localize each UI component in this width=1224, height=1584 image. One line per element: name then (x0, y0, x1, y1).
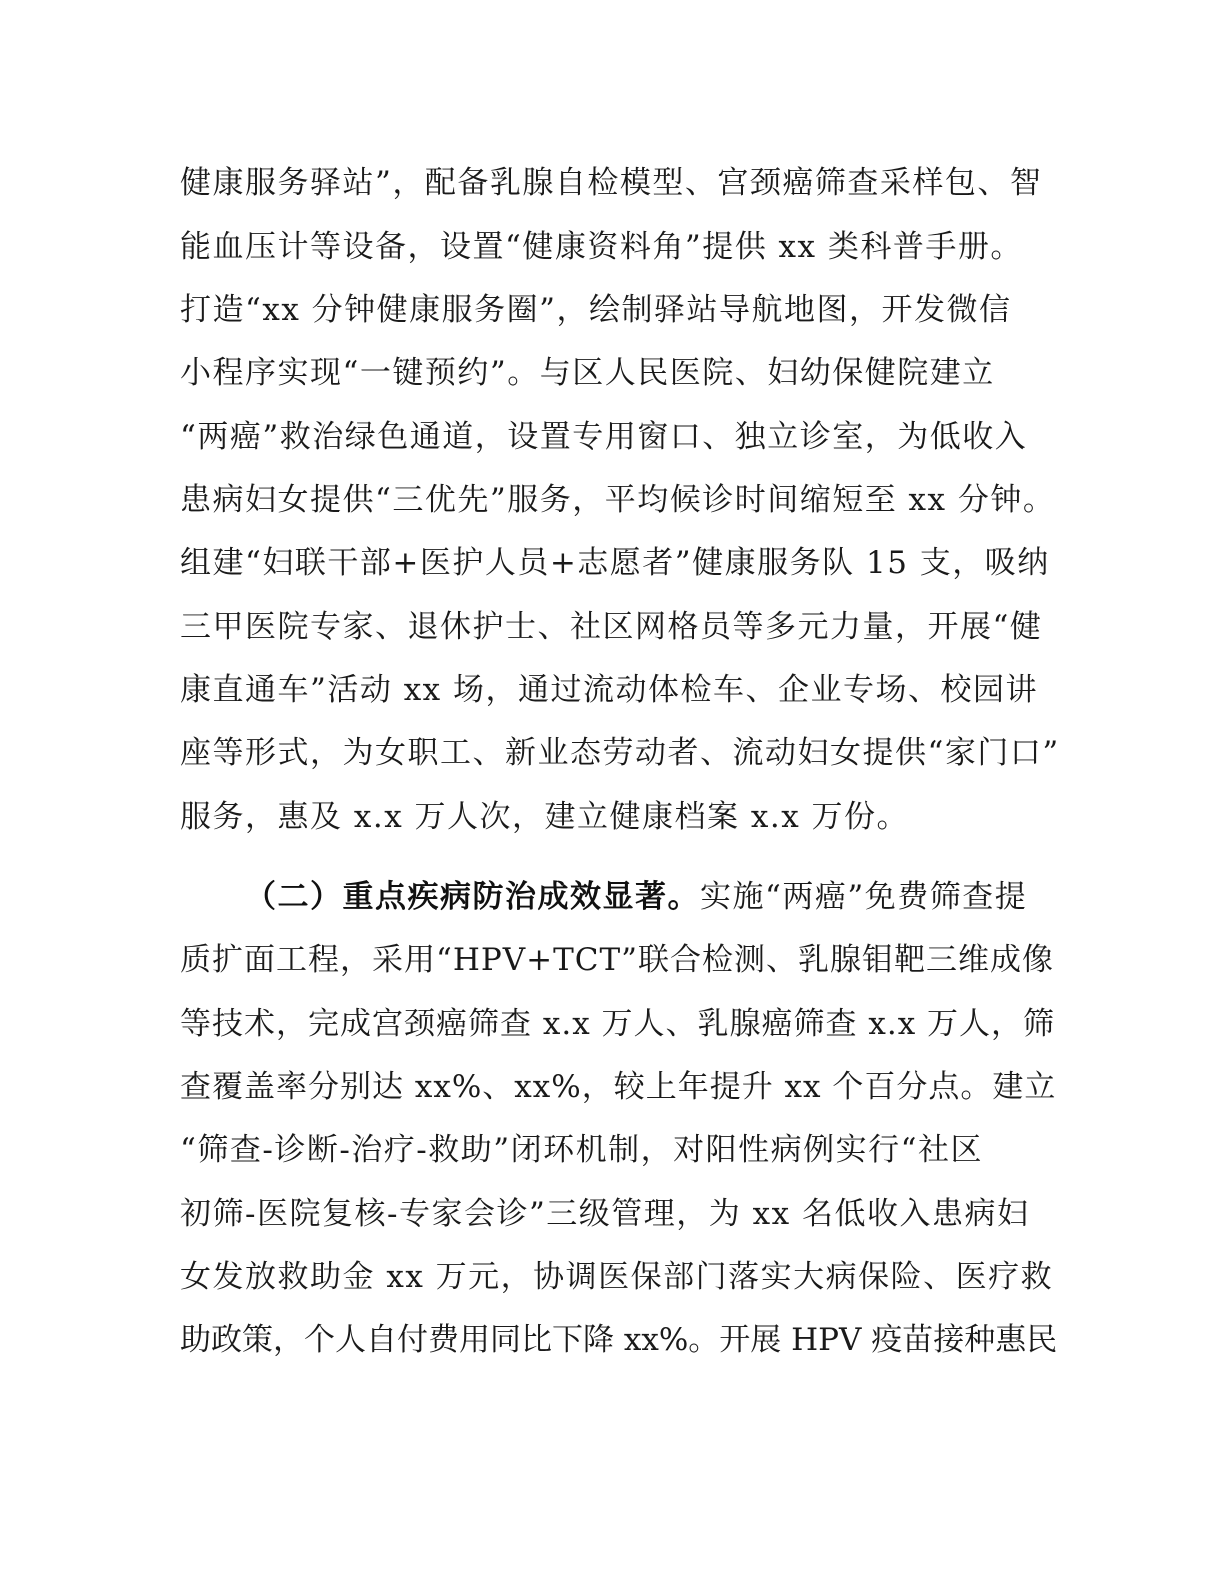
paragraph-line: 打造“xx 分钟健康服务圈”，绘制驿站导航地图，开发微信 (180, 292, 1012, 328)
paragraph-line: 查覆盖率分别达 xx%、xx%，较上年提升 xx 个百分点。建立 (180, 1069, 1057, 1105)
paragraph-line: 能血压计等设备，设置“健康资料角”提供 xx 类科普手册。 (180, 229, 1023, 265)
paragraph-line: 服务，惠及 x.x 万人次，建立健康档案 x.x 万份。 (180, 799, 910, 835)
paragraph-line: 初筛-医院复核-专家会诊”三级管理，为 xx 名低收入患病妇 (180, 1196, 1030, 1232)
section-first-line (245, 877, 1027, 917)
paragraph-line: “两癌”救治绿色通道，设置专用窗口、独立诊室，为低收入 (180, 419, 1028, 455)
paragraph-line: 健康服务驿站”，配备乳腺自检模型、宫颈癌筛查采样包、智 (180, 165, 1043, 201)
paragraph-line: 质扩面工程，采用“HPV+TCT”联合检测、乳腺钼靶三维成像 (180, 942, 1055, 978)
paragraph-line: “筛查-诊断-治疗-救助”闭环机制，对阳性病例实行“社区 (180, 1132, 983, 1168)
section-heading: （二）重点疾病防治成效显著。 (245, 879, 700, 915)
section-first-line-text: 实施“两癌”免费筛查提 (700, 879, 1028, 915)
paragraph-line: 女发放救助金 xx 万元，协调医保部门落实大病保险、医疗救 (180, 1259, 1054, 1295)
paragraph-line: 座等形式，为女职工、新业态劳动者、流动妇女提供“家门口” (180, 735, 1060, 771)
paragraph-line: 组建“妇联干部+医护人员+志愿者”健康服务队 15 支，吸纳 (180, 545, 1050, 581)
paragraph-line: 三甲医院专家、退休护士、社区网格员等多元力量，开展“健 (180, 609, 1043, 645)
paragraph-line: 等技术，完成宫颈癌筛查 x.x 万人、乳腺癌筛查 x.x 万人，筛 (180, 1006, 1056, 1042)
paragraph-line: 小程序实现“一键预约”。与区人民医院、妇幼保健院建立 (180, 355, 995, 391)
paragraph-line: 康直通车”活动 xx 场，通过流动体检车、企业专场、校园讲 (180, 672, 1039, 708)
paragraph-line: 助政策，个人自付费用同比下降 xx%。开展 HPV 疫苗接种惠民 (180, 1322, 1058, 1358)
paragraph-line: 患病妇女提供“三优先”服务，平均候诊时间缩短至 xx 分钟。 (180, 482, 1056, 518)
